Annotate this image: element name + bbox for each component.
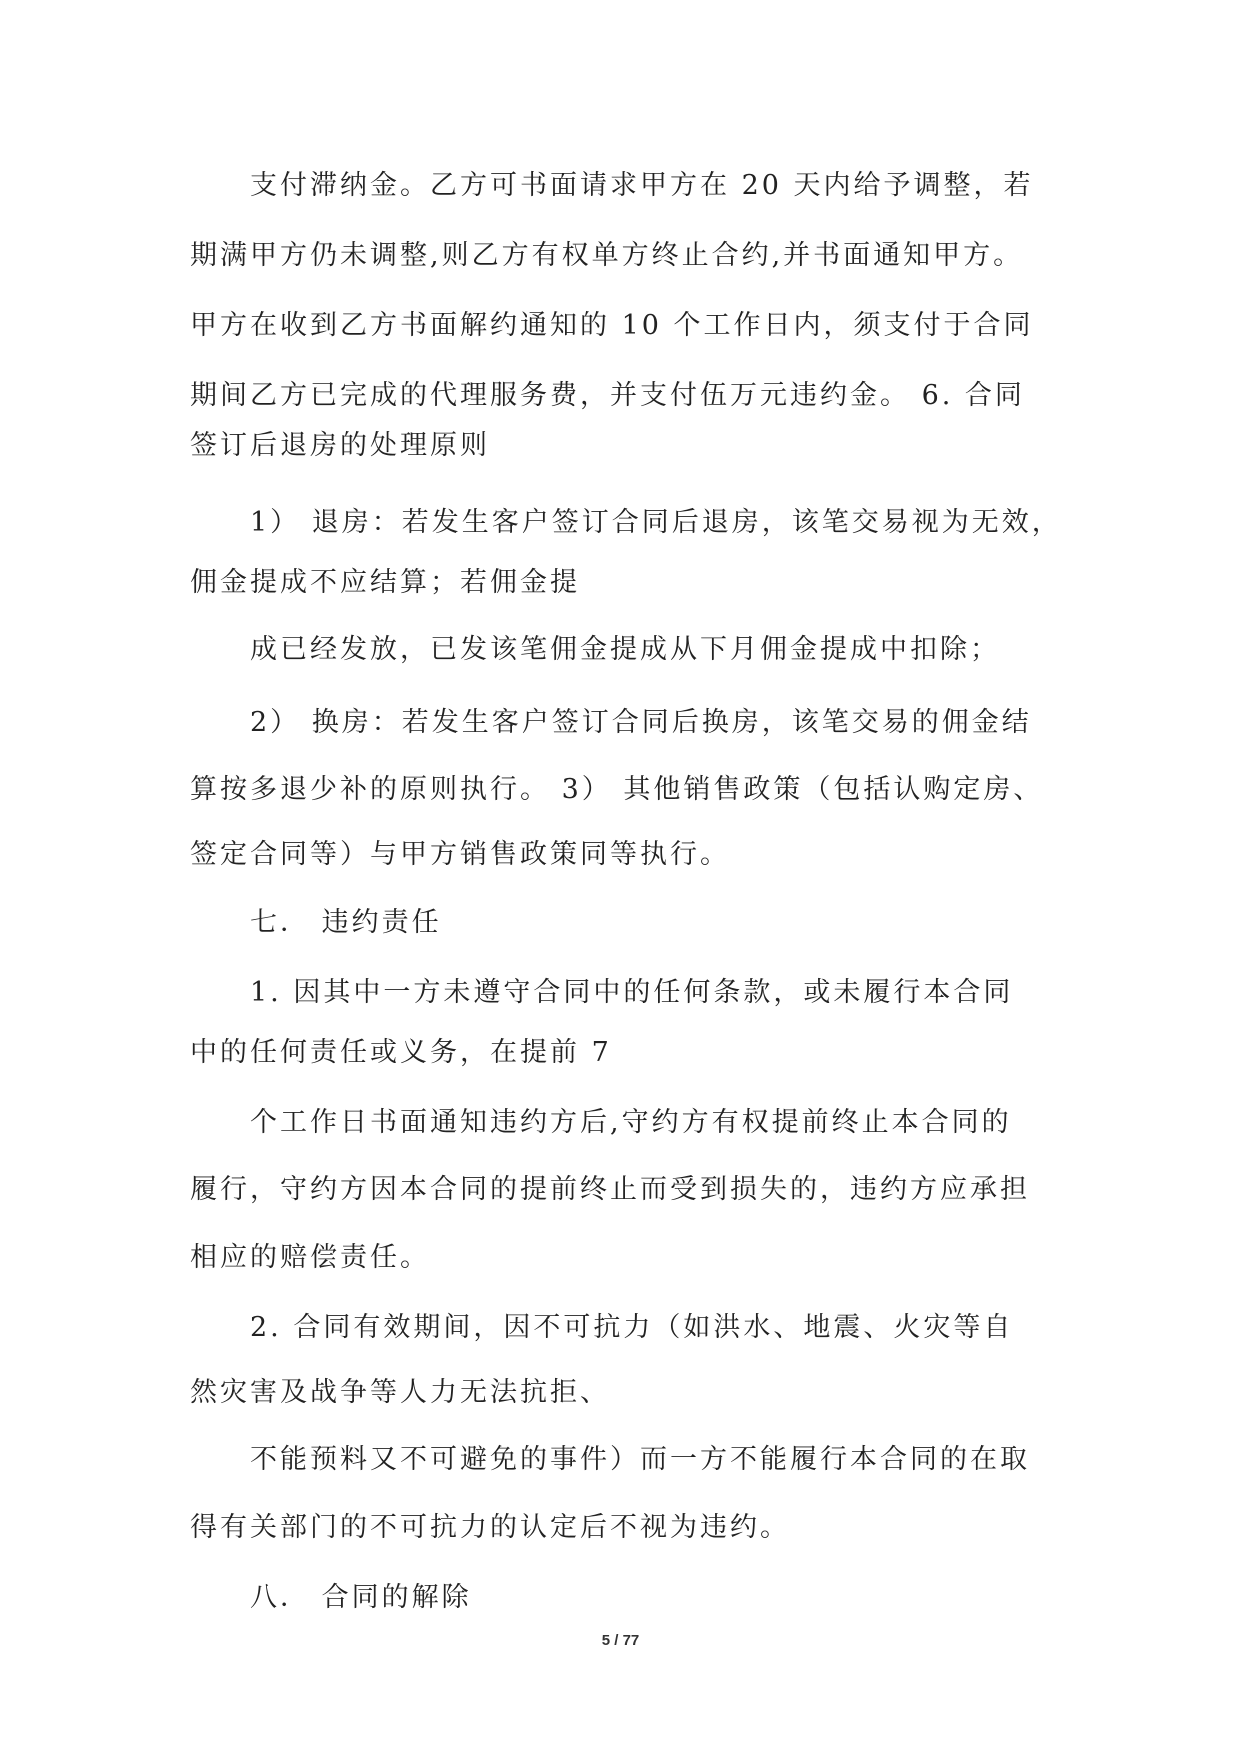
text-line: 期满甲方仍未调整,则乙方有权单方终止合约,并书面通知甲方。 [190,240,1024,271]
list-item: 2. 合同有效期间，因不可抗力（如洪水、地震、火灾等自 [250,1312,1014,1343]
text-line: 期间乙方已完成的代理服务费，并支付伍万元违约金。 6. 合同 [190,380,1025,411]
page-number: 5 / 77 [601,1632,640,1649]
list-item: 1） 退房：若发生客户签订合同后退房，该笔交易视为无效， [250,507,1062,538]
section-heading: 七． 违约责任 [250,907,442,938]
text-line: 相应的赔偿责任。 [190,1242,430,1273]
list-item: 2） 换房：若发生客户签订合同后换房，该笔交易的佣金结 [250,707,1032,738]
text-line: 甲方在收到乙方书面解约通知的 10 个工作日内，须支付于合同 [190,310,1034,341]
text-line: 然灾害及战争等人力无法抗拒、 [190,1377,610,1408]
text-line: 签定合同等）与甲方销售政策同等执行。 [190,839,730,870]
text-line: 签订后退房的处理原则 [190,430,490,461]
text-line: 履行，守约方因本合同的提前终止而受到损失的，违约方应承担 [190,1174,1030,1205]
text-line: 成已经发放，已发该笔佣金提成从下月佣金提成中扣除； [250,634,1000,665]
text-line: 中的任何责任或义务，在提前 7 [190,1037,612,1068]
list-item: 1. 因其中一方未遵守合同中的任何条款，或未履行本合同 [250,977,1014,1008]
text-line: 个工作日书面通知违约方后,守约方有权提前终止本合同的 [250,1107,1012,1138]
section-heading: 八． 合同的解除 [250,1582,472,1613]
text-line: 佣金提成不应结算；若佣金提 [190,567,580,598]
text-line: 支付滞纳金。乙方可书面请求甲方在 20 天内给予调整，若 [250,170,1034,201]
text-line: 得有关部门的不可抗力的认定后不视为违约。 [190,1512,790,1543]
text-line: 算按多退少补的原则执行。 3） 其他销售政策（包括认购定房、 [190,774,1044,805]
text-line: 不能预料又不可避免的事件）而一方不能履行本合同的在取 [250,1444,1030,1475]
